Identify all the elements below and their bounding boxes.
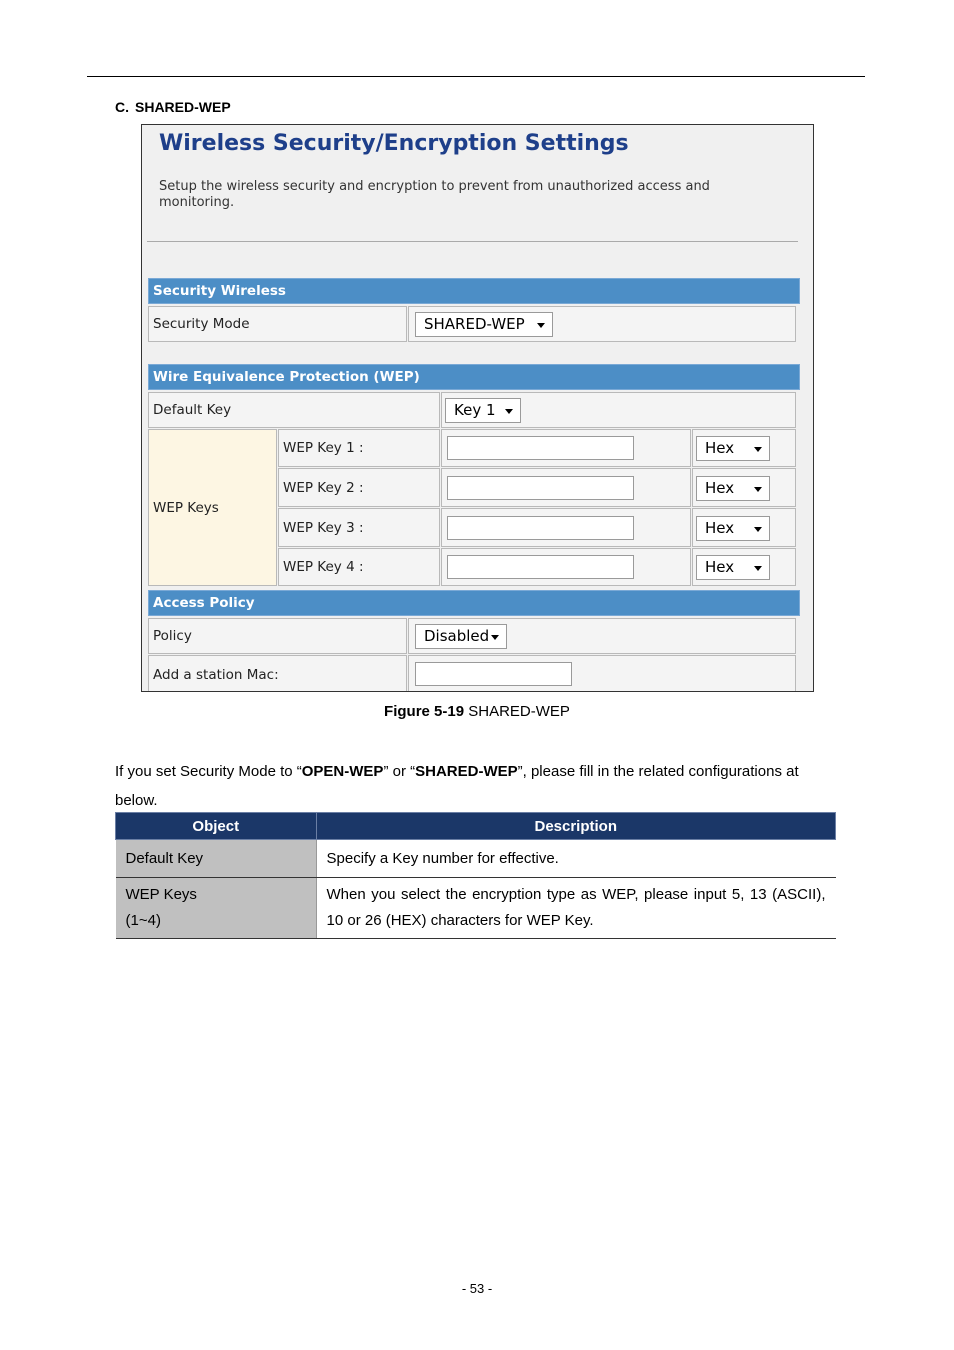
chevron-down-icon xyxy=(505,409,513,414)
object-cell xyxy=(116,878,317,939)
table-row xyxy=(116,878,836,939)
wep-key-label: WEP Key 1 : xyxy=(283,440,364,456)
security-mode-label: Security Mode xyxy=(153,316,250,332)
page-number: - 53 - xyxy=(461,1281,493,1296)
wep-key-1-label-cell xyxy=(278,429,440,467)
wep-keys-label-cell xyxy=(148,429,277,586)
wep-key-4-label-cell xyxy=(278,548,440,586)
figure-caption xyxy=(0,703,954,720)
paragraph-text: ”, please fill in the related configurations at below. xyxy=(115,763,799,809)
default-key-label: Default Key xyxy=(153,402,232,418)
wep-key-1-format-select[interactable] xyxy=(696,436,770,461)
wep-key-4-input[interactable] xyxy=(447,555,634,579)
object-name: Default Key xyxy=(125,850,204,867)
station-mac-input[interactable] xyxy=(415,662,572,686)
object-cell xyxy=(116,840,317,878)
paragraph-emphasis: OPEN-WEP xyxy=(301,763,384,780)
default-key-value: Key 1 xyxy=(454,401,496,419)
object-name: WEP Keys xyxy=(125,886,197,903)
wep-key-3-input-cell xyxy=(441,508,691,547)
wep-key-label: WEP Key 2 : xyxy=(283,479,364,496)
wep-key-2-label-cell xyxy=(278,468,440,507)
security-mode-value: SHARED-WEP xyxy=(424,315,525,333)
wep-key-2-input[interactable] xyxy=(447,476,634,500)
wep-keys-label: WEP Keys xyxy=(153,499,219,516)
station-mac-label: Add a station Mac: xyxy=(153,667,279,683)
security-mode-value-cell xyxy=(408,306,796,342)
chevron-down-icon xyxy=(491,635,499,640)
wep-key-2-format-select[interactable] xyxy=(696,476,770,501)
figure-title: SHARED-WEP xyxy=(468,703,570,720)
wep-key-4-input-cell xyxy=(441,548,691,586)
table-header-row xyxy=(116,813,836,840)
wep-key-1-input-cell xyxy=(441,429,691,467)
wep-key-4-format-select[interactable] xyxy=(696,555,770,580)
access-policy-header: Access Policy xyxy=(148,590,800,616)
wep-key-format-value: Hex xyxy=(705,519,735,537)
policy-select[interactable] xyxy=(415,624,507,649)
wep-key-3-label-cell xyxy=(278,508,440,547)
description-table xyxy=(115,812,836,939)
default-key-select[interactable] xyxy=(445,398,521,423)
page-title: Wireless Security/Encryption Settings xyxy=(159,131,629,156)
table-row xyxy=(116,840,836,878)
wep-key-1-format-cell xyxy=(692,429,796,467)
chevron-down-icon xyxy=(754,566,762,571)
description-cell: When you select the encryption type as WEP, please input 5, 13 (ASCII), 10 or 26 (HEX) characters for WEP Key. xyxy=(316,878,836,939)
divider xyxy=(147,241,798,242)
wep-key-1-input[interactable] xyxy=(447,436,634,460)
default-key-label-cell xyxy=(148,392,440,428)
wep-key-4-format-cell xyxy=(692,548,796,586)
section-title: SHARED-WEP xyxy=(135,99,231,115)
security-wireless-header: Security Wireless xyxy=(148,278,800,304)
column-header-description: Description xyxy=(316,813,836,840)
wep-key-2-input-cell xyxy=(441,468,691,507)
wep-key-label: WEP Key 3 : xyxy=(283,519,364,536)
wep-key-3-input[interactable] xyxy=(447,516,634,540)
chevron-down-icon xyxy=(537,323,545,328)
paragraph-emphasis: SHARED-WEP xyxy=(415,763,518,780)
section-heading xyxy=(115,99,231,115)
paragraph-text: ” or “ xyxy=(383,763,416,780)
station-mac-value-cell xyxy=(408,655,796,692)
wep-key-3-format-cell xyxy=(692,508,796,547)
description-cell: Specify a Key number for effective. xyxy=(316,840,836,878)
paragraph-text: If you set Security Mode to “ xyxy=(115,763,302,780)
wep-key-format-value: Hex xyxy=(705,558,735,576)
settings-screenshot xyxy=(141,124,814,692)
wep-key-format-value: Hex xyxy=(705,439,735,457)
security-mode-label-cell xyxy=(148,306,407,342)
chevron-down-icon xyxy=(754,527,762,532)
policy-label-cell xyxy=(148,618,407,654)
column-header-object: Object xyxy=(116,813,317,840)
wep-header: Wire Equivalence Protection (WEP) xyxy=(148,364,800,390)
wep-key-2-format-cell xyxy=(692,468,796,507)
wep-key-format-value: Hex xyxy=(705,479,735,497)
chevron-down-icon xyxy=(754,487,762,492)
page-description: Setup the wireless security and encryption to prevent from unauthorized access and monitoring. xyxy=(159,179,710,210)
policy-value: Disabled xyxy=(424,627,490,645)
body-paragraph xyxy=(115,757,835,815)
station-mac-label-cell xyxy=(148,655,407,692)
wep-key-label: WEP Key 4 : xyxy=(283,559,364,575)
top-rule xyxy=(87,76,865,77)
section-letter: C. xyxy=(115,99,129,115)
object-subtext: (1~4) xyxy=(125,912,161,929)
default-key-value-cell xyxy=(441,392,796,428)
chevron-down-icon xyxy=(754,447,762,452)
security-mode-select[interactable] xyxy=(415,312,553,337)
policy-value-cell xyxy=(408,618,796,654)
wep-key-3-format-select[interactable] xyxy=(696,516,770,541)
policy-label: Policy xyxy=(153,628,192,644)
figure-number: Figure 5-19 xyxy=(384,703,465,720)
